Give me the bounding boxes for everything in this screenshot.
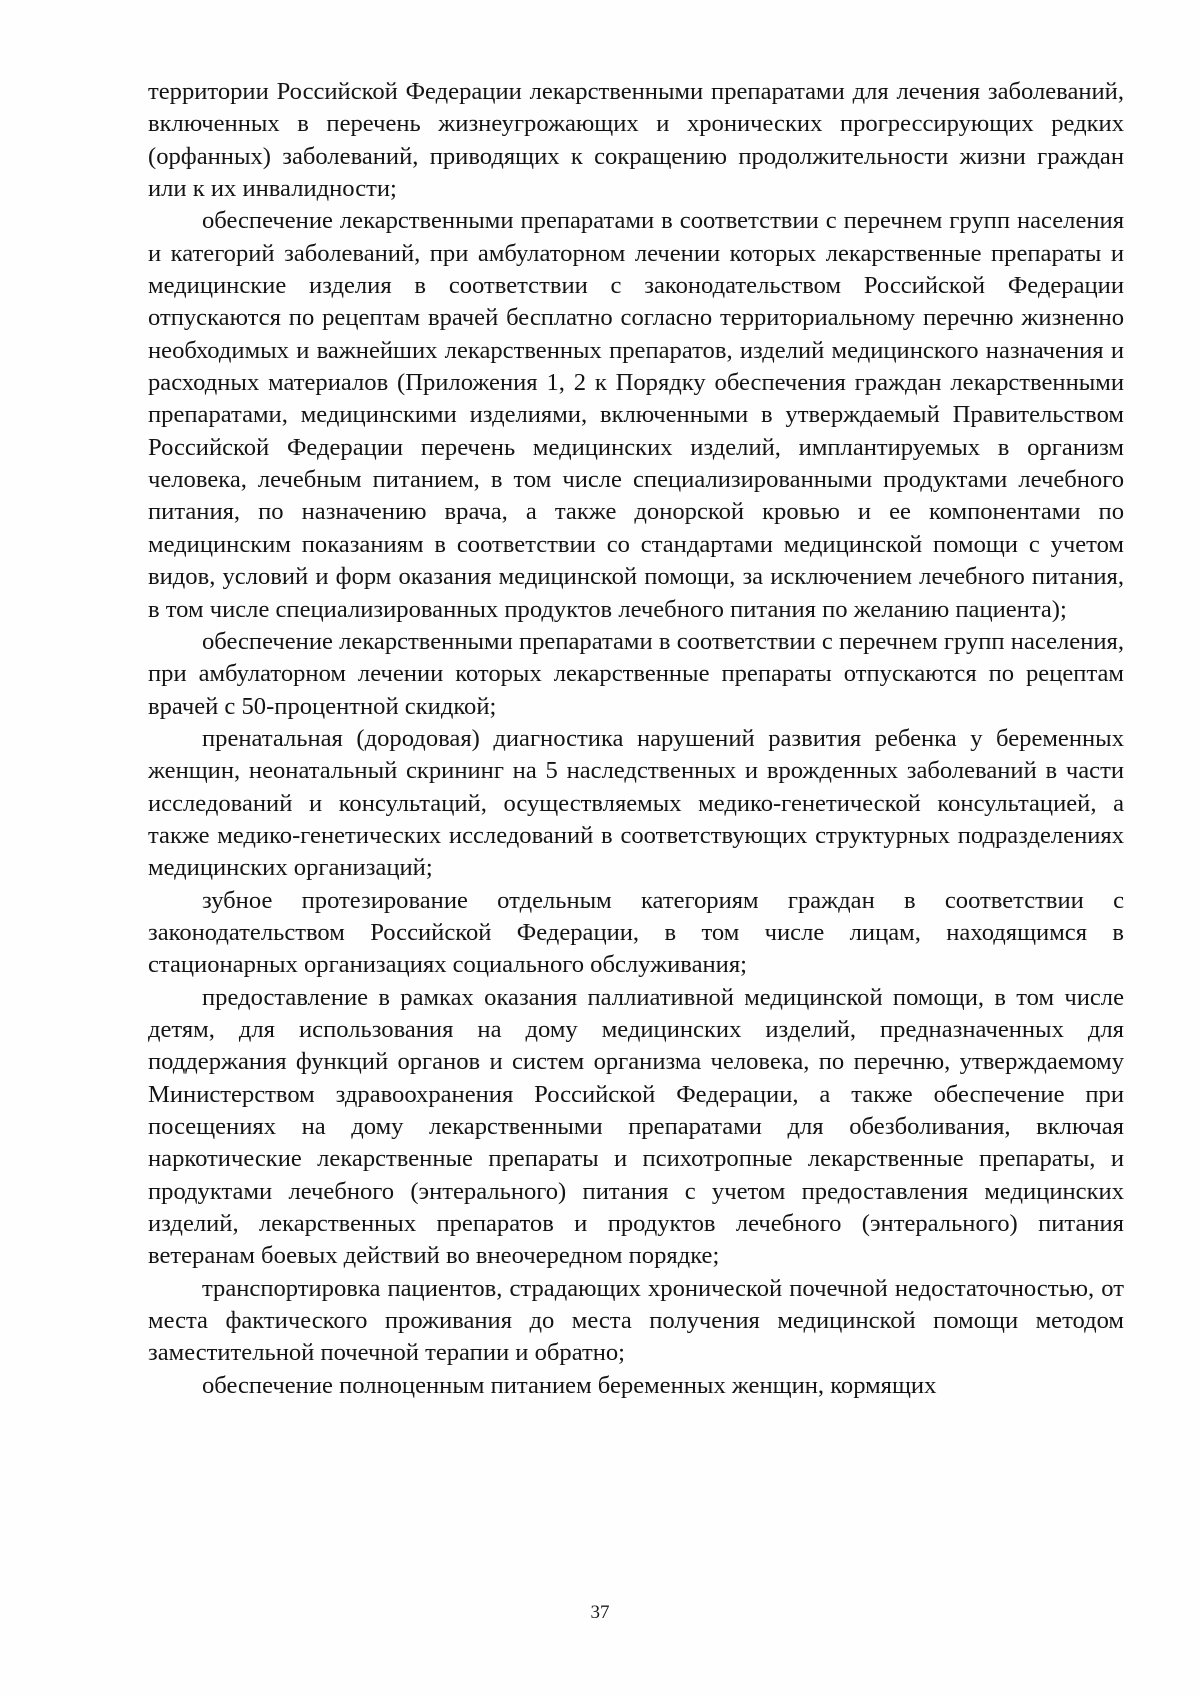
document-body — [148, 76, 1124, 1402]
paragraph-nutrition: обеспечение полноценным питанием беременных женщин, кормящих — [202, 1371, 937, 1399]
paragraph-prenatal-diagnostics: пренатальная (дородовая) диагностика нарушений развития ребенка у беременных женщин, неонатальный скрининг на 5 наследственных и врожденных заболеваний в части исследований и консультаций, осуществляемых медико-генетической консультацией, а также медико-генетических исследований в соответствующих структурных подразделениях медицинских организаций; — [148, 724, 1124, 882]
paragraph-drug-provision-free: обеспечение лекарственными препаратами в соответствии с перечнем групп населения и категорий заболеваний, при амбулаторном лечении которых лекарственные препараты и медицинские изделия в соответствии с законодательством Российской Федерации отпускаются по рецептам врачей бесплатно согласно территориальному перечню жизненно необходимых и важнейших лекарственных препаратов, изделий медицинского назначения и расходных материалов (Приложения 1, 2 к Порядку обеспечения граждан лекарственными препаратами, медицинскими изделиями, включенными в утверждаемый Правительством Российской Федерации перечень медицинских изделий, имплантируемых в организм человека, лечебным питанием, в том числе специализированными продуктами лечебного питания, по назначению врача, а также донорской кровью и ее компонентами по медицинским показаниям в соответствии со стандартами медицинской помощи с учетом видов, условий и форм оказания медицинской помощи, за исключением лечебного питания, в том числе специализированных продуктов лечебного питания по желанию пациента); — [148, 207, 1124, 623]
paragraph-patient-transport: транспортировка пациентов, страдающих хронической почечной недостаточностью, от места фактического проживания до места получения медицинской помощи методом заместительной почечной терапии и обратно; — [148, 1274, 1124, 1367]
paragraph-continuation: территории Российской Федерации лекарственными препаратами для лечения заболеваний, включенных в перечень жизнеугрожающих и хронических прогрессирующих редких (орфанных) заболеваний, приводящих к сокращению продолжительности жизни граждан или к их инвалидности; — [148, 78, 1124, 203]
page-number: 37 — [590, 1602, 610, 1623]
paragraph-dental-prosthetics: зубное протезирование отдельным категориям граждан в соответствии с законодательством Российской Федерации, в том числе лицам, находящимся в стационарных организациях социального обслуживания; — [148, 886, 1124, 979]
paragraph-drug-provision-discount: обеспечение лекарственными препаратами в соответствии с перечнем групп населения, при амбулаторном лечении которых лекарственные препараты отпускаются по рецептам врачей с 50-процентной скидкой; — [148, 627, 1124, 720]
paragraph-palliative-care: предоставление в рамках оказания паллиативной медицинской помощи, в том числе детям, для использования на дому медицинских изделий, предназначенных для поддержания функций органов и систем организма человека, по перечню, утверждаемому Министерством здравоохранения Российской Федерации, а также обеспечение при посещениях на дому лекарственными препаратами для обезболивания, включая наркотические лекарственные препараты и психотропные лекарственные препараты, и продуктами лечебного (энтерального) питания с учетом предоставления медицинских изделий, лекарственных препаратов и продуктов лечебного (энтерального) питания ветеранам боевых действий во внеочередном порядке; — [148, 983, 1124, 1270]
